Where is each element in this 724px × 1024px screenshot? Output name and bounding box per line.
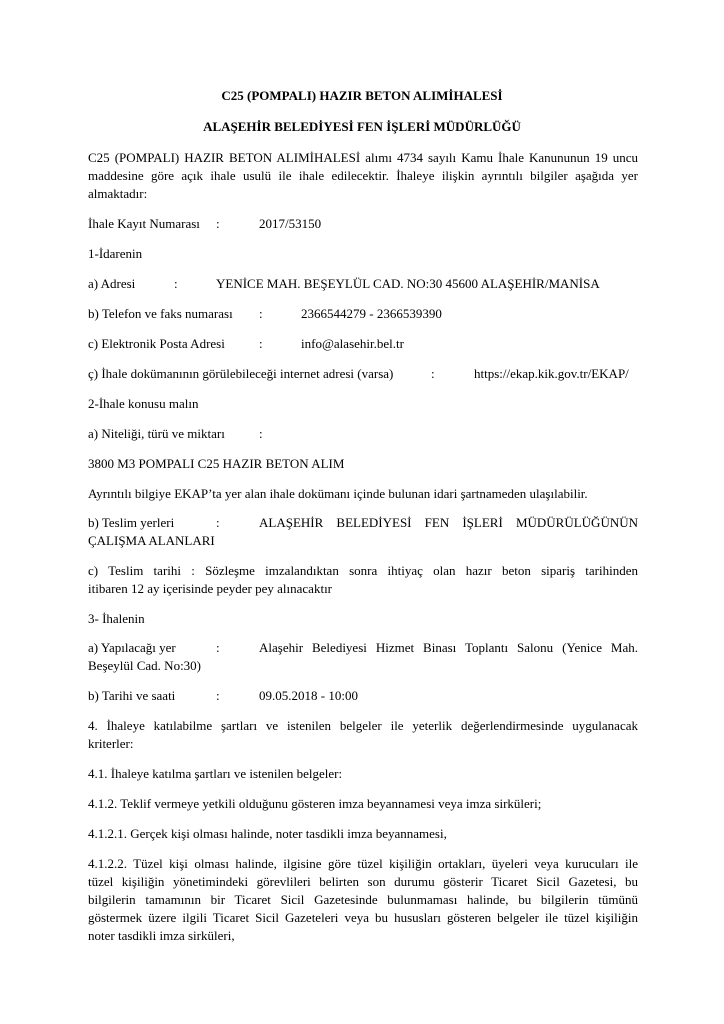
- paragraph-4-1-2-2-line-3: bilgilerin tamamının bir Ticaret Sicil Gazetesinde bulunmaması halinde, bu bilgilerin tümünü: [88, 892, 638, 907]
- ayrinti-text: Ayrıntılı bilgiye EKAP’ta yer alan ihale dokümanı içinde bulunan idari şartnameden ulaşılabilir.: [88, 486, 588, 501]
- teslim-yer-label: b) Teslim yerleri: [88, 515, 175, 530]
- telefon-label: b) Telefon ve faks numarası: [88, 306, 233, 321]
- document-subtitle: ALAŞEHİR BELEDİYESİ FEN İŞLERİ MÜDÜRLÜĞÜ: [203, 119, 521, 134]
- tarih-sep: :: [216, 688, 220, 703]
- intro-line-2: maddesine göre açık ihale usulü ile ihale edilecektir. İhaleye ilişkin ayrıntılı bilgiler aşağıda yer: [88, 168, 638, 183]
- telefon-sep: :: [259, 306, 263, 321]
- teslim-tarih-line-2: itibaren 12 ay içerisinde peyder pey alınacaktır: [88, 581, 333, 596]
- section-2-heading: 2-İhale konusu malın: [88, 396, 199, 411]
- yer-label: a) Yapılacağı yer: [88, 640, 176, 655]
- paragraph-4-1-2-2-line-1: 4.1.2.2. Tüzel kişi olması halinde, ilgisine göre tüzel kişiliğin ortakları, üyeleri veya kurucuları ile: [88, 856, 638, 871]
- tarih-label: b) Tarihi ve saati: [88, 688, 176, 703]
- telefon-value: 2366544279 - 2366539390: [301, 306, 442, 321]
- section-3-heading: 3- İhalenin: [88, 611, 145, 626]
- yer-value-1: Alaşehir Belediyesi Hizmet Binası Toplantı Salonu (Yenice Mah.: [259, 640, 638, 655]
- teslim-yer-value-2: ÇALIŞMA ALANLARI: [88, 533, 215, 548]
- document-title: C25 (POMPALI) HAZIR BETON ALIMİHALESİ: [221, 88, 503, 103]
- kayit-sep: :: [216, 216, 220, 231]
- teslim-tarih-line-1: c) Teslim tarihi : Sözleşme imzalandıktan sonra ihtiyaç olan hazır beton sipariş tarihinden: [88, 563, 638, 578]
- yer-value-2: Beşeylül Cad. No:30): [88, 658, 202, 673]
- tarih-value: 09.05.2018 - 10:00: [259, 688, 358, 703]
- nitelik-sep: :: [259, 426, 263, 441]
- eposta-sep: :: [259, 336, 263, 351]
- paragraph-4-1-2: 4.1.2. Teklif vermeye yetkili olduğunu gösteren imza beyannamesi veya imza sirküleri;: [88, 796, 542, 811]
- kayit-value: 2017/53150: [259, 216, 322, 231]
- paragraph-4-1-2-2-line-4: göstermek üzere ilgili Ticaret Sicil Gazeteleri veya bu hususları gösteren belgeler ile tüzel kişiliğin: [88, 910, 638, 925]
- yer-sep: :: [216, 640, 220, 655]
- internet-label: ç) İhale dokümanının görülebileceği internet adresi (varsa): [88, 366, 394, 381]
- intro-line-3: almaktadır:: [88, 186, 148, 201]
- adres-sep: :: [174, 276, 178, 291]
- adres-label: a) Adresi: [88, 276, 136, 291]
- internet-sep: :: [431, 366, 435, 381]
- paragraph-4-1-2-1: 4.1.2.1. Gerçek kişi olması halinde, noter tasdikli imza beyannamesi,: [88, 826, 447, 841]
- adres-value: YENİCE MAH. BEŞEYLÜL CAD. NO:30 45600 ALAŞEHİR/MANİSA: [216, 276, 600, 291]
- intro-line-1: C25 (POMPALI) HAZIR BETON ALIMİHALESİ alımı 4734 sayılı Kamu İhale Kanununun 19 uncu: [88, 150, 638, 165]
- teslim-yer-sep: :: [216, 515, 220, 530]
- section-1-heading: 1-İdarenin: [88, 246, 143, 261]
- paragraph-4-1: 4.1. İhaleye katılma şartları ve istenilen belgeler:: [88, 766, 343, 781]
- nitelik-label: a) Niteliği, türü ve miktarı: [88, 426, 225, 441]
- teslim-yer-value-1: ALAŞEHİR BELEDİYESİ FEN İŞLERİ MÜDÜRÜLÜĞÜNÜN: [259, 515, 638, 530]
- eposta-label: c) Elektronik Posta Adresi: [88, 336, 225, 351]
- paragraph-4-1-2-2-line-5: noter tasdikli imza sirküleri,: [88, 928, 235, 943]
- nitelik-value: 3800 M3 POMPALI C25 HAZIR BETON ALIM: [88, 456, 345, 471]
- paragraph-4-1-2-2-line-2: tüzel kişiliğin yönetimindeki görevlileri belirten son durumu gösterir Ticaret Sicil Gazetesi, bu: [88, 874, 638, 889]
- kayit-label: İhale Kayıt Numarası: [88, 216, 200, 231]
- internet-value: https://ekap.kik.gov.tr/EKAP/: [474, 366, 629, 381]
- section-4-line-1: 4. İhaleye katılabilme şartları ve istenilen belgeler ile yeterlik değerlendirmesinde uygulanacak: [88, 718, 638, 733]
- section-4-line-2: kriterler:: [88, 736, 134, 751]
- eposta-value: info@alasehir.bel.tr: [301, 336, 404, 351]
